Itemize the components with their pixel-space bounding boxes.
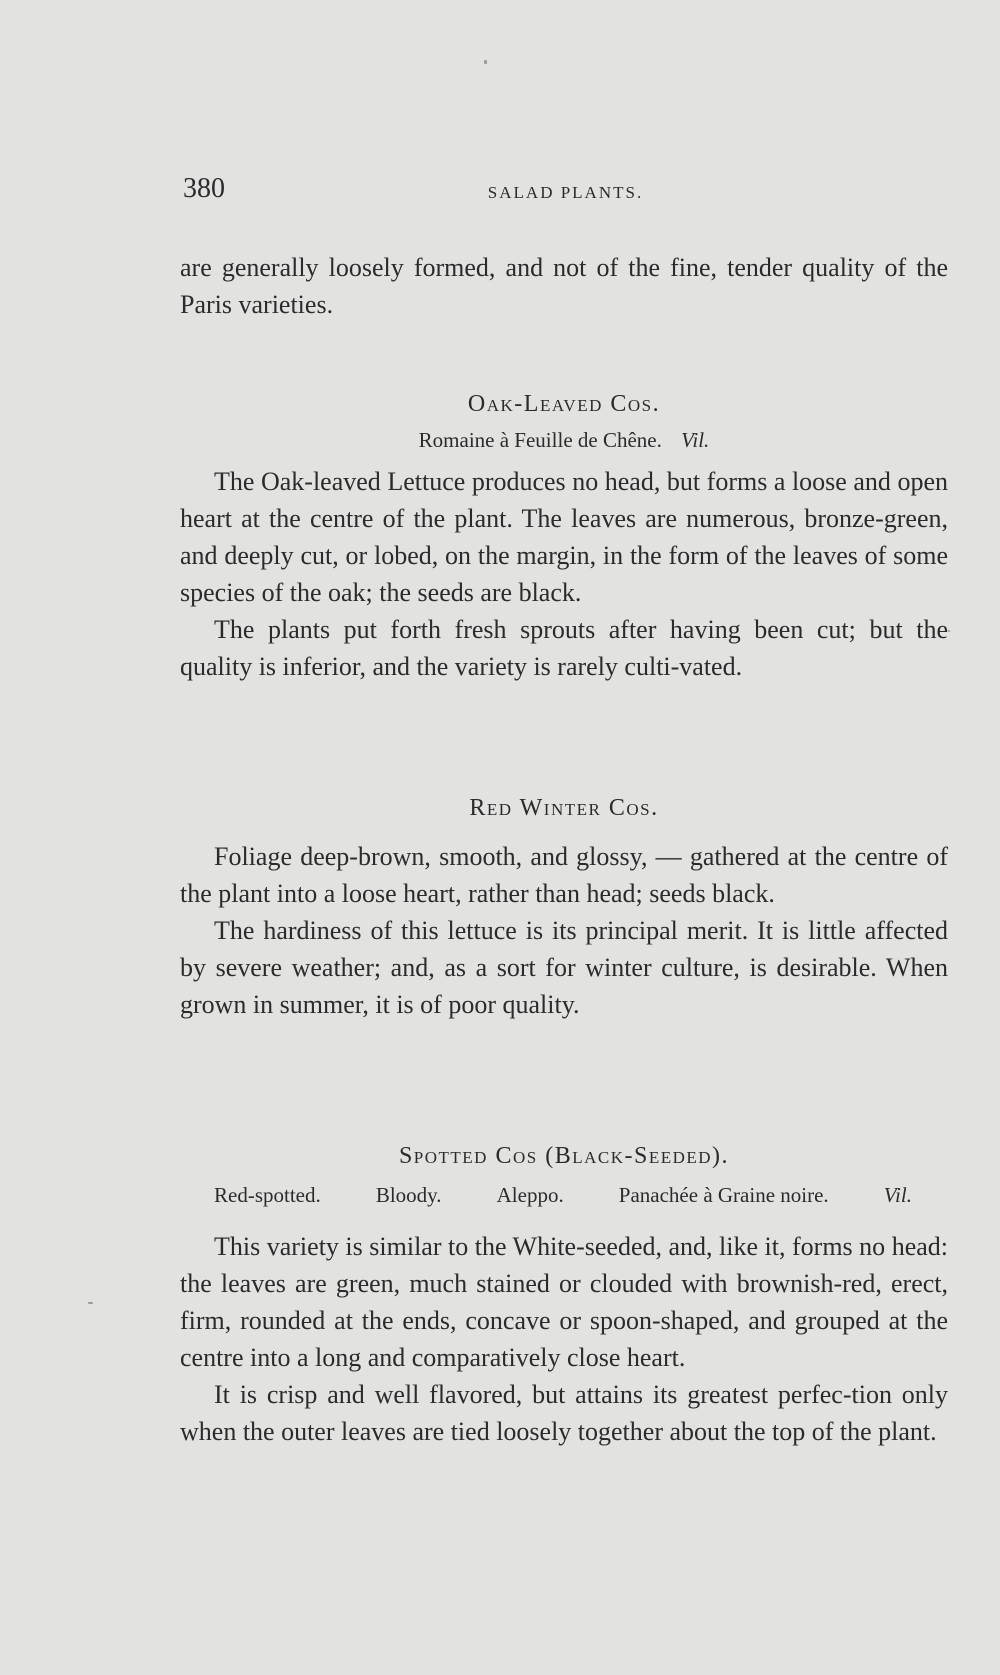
section-title: Oak-Leaved Cos. (467, 391, 661, 417)
synonym-source: Vil. (883, 1183, 912, 1207)
page-header (183, 173, 948, 213)
paper-speck (88, 1302, 93, 1304)
paragraph: The hardiness of this lettuce is its principal merit. It is little affected by severe weather; and, as a sort for winter culture, is desirable. When grown in summer, it is of poor quality. (180, 916, 948, 1019)
paper-speck (948, 630, 950, 632)
paragraph: The Oak-leaved Lettuce produces no head, but forms a loose and open heart at the centre of the plant. The leaves are numerous, bronze-green, and deeply cut, or lobed, on the margin, in the form of the leaves of some species of the oak; the seeds are black. (180, 467, 948, 607)
synonym: Romaine à Feuille de Chêne. (418, 428, 662, 452)
section-title: Spotted Cos (Black-Seeded). (398, 1143, 730, 1169)
section-synonyms (180, 1180, 948, 1210)
paragraph: Foliage deep-brown, smooth, and glossy, — gathered at the centre of the plant into a loose heart, rather than head; seeds black. (180, 842, 948, 908)
section-title: Red Winter Cos. (469, 795, 659, 821)
synonym: Red-spotted. (214, 1183, 321, 1207)
section-synonyms (180, 425, 948, 455)
section-red-winter-cos (180, 790, 948, 1023)
section-oak-leaved-cos (180, 385, 948, 685)
paragraph: This variety is similar to the White-seeded, and, like it, forms no head: the leaves are green, much stained or clouded with brownish-red, erect, firm, rounded at the ends, concave or spoon-shaped, and grouped at the centre into a long and comparatively close heart. (180, 1232, 948, 1372)
paper-speck (484, 60, 487, 64)
opening-paragraph-block (180, 249, 948, 323)
paragraph: It is crisp and well flavored, but attains its greatest perfec-tion only when the outer leaves are tied loosely together about the top of the plant. (180, 1380, 948, 1446)
running-title: SALAD PLANTS. (487, 183, 644, 202)
paragraph: The plants put forth fresh sprouts after having been cut; but the quality is inferior, and the variety is rarely culti-vated. (180, 615, 948, 681)
synonym: Panachée à Graine noire. (618, 1183, 829, 1207)
opening-paragraph: are generally loosely formed, and not of the fine, tender quality of the Paris varieties. (180, 253, 948, 319)
synonym: Bloody. (375, 1183, 442, 1207)
page-number: 380 (183, 173, 225, 204)
section-spotted-cos (180, 1138, 948, 1450)
synonym-source: Vil. (681, 428, 710, 452)
synonym: Aleppo. (496, 1183, 564, 1207)
